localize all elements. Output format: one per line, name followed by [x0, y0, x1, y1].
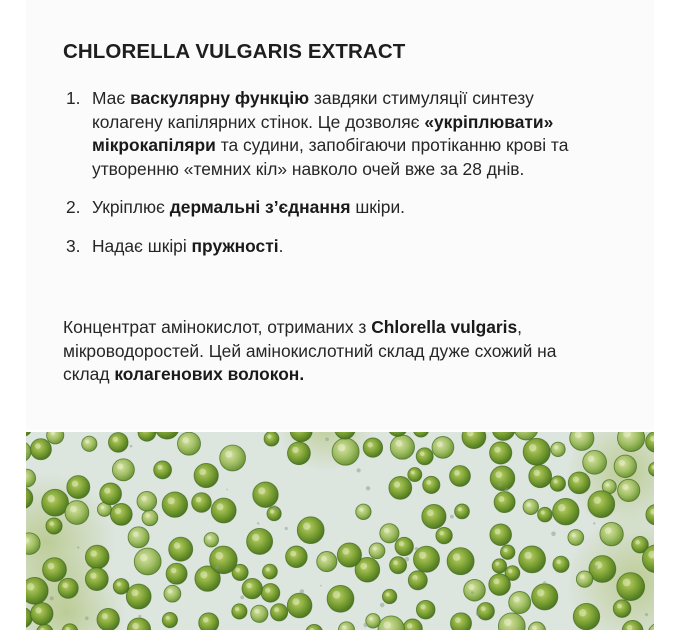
algae-cell	[395, 537, 413, 555]
algae-cell	[204, 533, 218, 547]
debris-particle	[320, 585, 322, 587]
algae-cell	[137, 492, 157, 512]
algae-cell	[263, 564, 278, 579]
algae-cell	[43, 558, 67, 582]
debris-particle	[505, 488, 509, 492]
algae-cell	[613, 600, 631, 618]
algae-cell	[288, 442, 311, 465]
algae-cell	[568, 530, 584, 546]
algae-cell	[113, 579, 129, 595]
debris-particle	[540, 480, 542, 482]
description-paragraph	[63, 316, 603, 387]
algae-cell	[210, 546, 238, 574]
debris-particle	[298, 553, 300, 555]
debris-particle	[325, 437, 329, 441]
debris-particle	[594, 565, 598, 569]
algae-cell	[327, 585, 354, 612]
algae-cell	[538, 507, 553, 522]
algae-cell	[67, 476, 90, 499]
debris-particle	[366, 486, 370, 490]
algae-cell	[509, 592, 531, 614]
list-item	[66, 196, 606, 220]
algae-cell	[110, 504, 132, 526]
algae-cell	[553, 499, 579, 525]
algae-cell	[436, 527, 452, 543]
algae-cell	[451, 613, 472, 630]
debris-particle	[257, 522, 259, 524]
algae-cell	[169, 537, 193, 561]
algae-cell	[192, 493, 212, 513]
algae-cell	[490, 442, 512, 464]
algae-cell	[264, 432, 279, 446]
algae-cell	[614, 455, 636, 477]
debris-particle	[226, 489, 228, 491]
algae-cell	[65, 501, 89, 525]
algae-cell	[251, 605, 268, 622]
algae-cell	[369, 543, 385, 559]
algae-cell	[199, 613, 219, 630]
list-item	[66, 87, 606, 181]
algae-cell	[389, 477, 412, 500]
algae-cell	[82, 436, 97, 451]
algae-cell	[58, 578, 78, 598]
algae-cell	[154, 461, 172, 479]
debris-particle	[198, 493, 201, 496]
algae-cell	[588, 491, 615, 518]
debris-particle	[273, 505, 277, 509]
algae-cell	[128, 527, 149, 548]
algae-cell	[408, 571, 427, 590]
debris-particle	[551, 532, 556, 537]
debris-particle	[476, 612, 480, 616]
algae-cell	[477, 603, 494, 620]
algae-cell	[423, 476, 440, 493]
algae-cell	[112, 459, 134, 481]
algae-cell	[382, 589, 396, 603]
algae-cell	[162, 492, 187, 517]
text-segment: Укріплює	[92, 197, 170, 218]
algae-cell	[46, 518, 62, 534]
algae-cell	[489, 574, 511, 596]
bold-segment: васкулярну функцію	[130, 88, 310, 108]
text-segment: та судини, запобігаючи протіканню крові та утворенню «темних кіл» навколо очей вже за 28 днів.	[92, 135, 569, 179]
algae-cell	[450, 466, 471, 487]
algae-cell	[100, 483, 122, 505]
algae-cell	[166, 563, 187, 584]
debris-particle	[130, 445, 133, 448]
algae-cell	[408, 468, 422, 482]
text-segment: Має	[92, 88, 131, 108]
debris-particle	[77, 546, 79, 548]
algae-cell	[568, 472, 590, 494]
debris-particle	[240, 596, 244, 600]
debris-particle	[215, 565, 219, 569]
chlorella-cells-illustration	[26, 432, 654, 630]
text-segment: Надає шкірі	[92, 235, 192, 256]
algae-cell	[85, 545, 109, 569]
algae-cell	[519, 546, 546, 573]
algae-cell	[42, 489, 69, 516]
algae-cell	[142, 510, 158, 526]
debris-particle	[300, 589, 304, 593]
text-segment: , мікроводоростей. Цей амінокислотний склад дуже схожий на склад	[63, 317, 557, 385]
algae-microscope-photo	[26, 432, 654, 630]
algae-cell	[573, 603, 599, 629]
algae-cell	[416, 448, 433, 465]
algae-cell	[523, 438, 550, 465]
algae-cell	[232, 604, 247, 619]
algae-cell	[529, 465, 552, 488]
debris-particle	[357, 468, 361, 472]
debris-particle	[138, 615, 141, 618]
algae-cell	[317, 552, 337, 572]
algae-cell	[134, 548, 161, 575]
algae-cell	[600, 522, 623, 545]
debris-particle	[85, 616, 89, 620]
bold-segment: «укріплювати» мікрокапіляри	[92, 111, 554, 156]
algae-cell	[178, 432, 201, 455]
debris-particle	[50, 596, 54, 600]
algae-cell	[455, 504, 470, 519]
algae-cell	[30, 439, 51, 460]
algae-cell	[618, 479, 640, 501]
algae-cell	[26, 577, 48, 604]
algae-cell	[337, 543, 361, 567]
debris-particle	[645, 613, 648, 616]
algae-cell	[286, 546, 308, 568]
algae-cell	[31, 603, 53, 625]
debris-particle	[498, 483, 502, 487]
debris-particle	[450, 515, 454, 519]
algae-cell	[390, 557, 407, 574]
debris-particle	[402, 562, 404, 564]
algae-cell	[253, 482, 278, 507]
debris-particle	[543, 581, 546, 584]
debris-particle	[363, 623, 367, 627]
algae-cell	[162, 613, 177, 628]
algae-cell	[271, 604, 288, 621]
algae-cell	[363, 438, 382, 457]
algae-cell	[164, 585, 181, 602]
algae-cell	[553, 556, 569, 572]
algae-cell	[523, 499, 538, 514]
list-number: 3.	[66, 235, 81, 256]
debris-particle	[593, 522, 595, 524]
algae-cell	[85, 568, 108, 591]
algae-cell	[97, 608, 119, 630]
algae-cell	[390, 435, 414, 459]
list-number: 2.	[66, 197, 81, 218]
algae-cell	[422, 504, 446, 528]
algae-cell	[576, 571, 592, 587]
algae-cell	[490, 466, 515, 491]
debris-particle	[380, 603, 385, 608]
bold-segment: колагенових волокон.	[114, 364, 305, 385]
algae-cell	[297, 517, 324, 544]
debris-particle	[498, 564, 500, 566]
text-segment: завдяки стимуляції синтезу колагену капілярних стінок. Це дозволяє	[92, 88, 534, 132]
list-item	[66, 235, 606, 259]
algae-cell	[247, 528, 273, 554]
algae-cell	[261, 584, 280, 603]
bold-segment: Chlorella vulgaris	[371, 317, 518, 337]
algae-cell	[211, 498, 236, 523]
algae-cell	[109, 433, 129, 453]
algae-cell	[126, 584, 151, 609]
text-segment: Концентрат амінокислот, отриманих з	[63, 317, 372, 337]
algae-cell	[432, 437, 454, 459]
text-segment: .	[278, 235, 284, 256]
debris-particle	[563, 444, 565, 446]
algae-cell	[356, 504, 371, 519]
debris-particle	[471, 591, 474, 594]
algae-cell	[447, 548, 474, 575]
algae-cell	[194, 463, 218, 487]
debris-particle	[414, 578, 416, 580]
bold-segment: пружності	[191, 235, 279, 256]
algae-cell	[416, 600, 435, 619]
algae-cell	[494, 492, 515, 513]
page-title: CHLORELLA VULGARIS EXTRACT	[63, 40, 406, 63]
algae-cell	[617, 573, 645, 601]
debris-particle	[276, 509, 279, 512]
algae-cell	[532, 584, 558, 610]
debris-particle	[285, 527, 288, 530]
algae-cell	[287, 593, 312, 618]
algae-cell	[490, 524, 512, 546]
text-segment: шкіри.	[350, 197, 405, 218]
algae-cell	[583, 450, 607, 474]
debris-particle	[482, 589, 485, 592]
algae-cell	[366, 614, 380, 628]
algae-cell	[242, 578, 262, 598]
debris-particle	[415, 547, 419, 551]
list-number: 1.	[66, 88, 81, 108]
debris-particle	[405, 557, 410, 562]
algae-cell	[332, 438, 359, 465]
debris-particle	[231, 466, 234, 469]
bold-segment: дермальні з’єднання	[169, 197, 351, 218]
algae-cell	[501, 545, 515, 559]
algae-cell	[550, 476, 565, 491]
benefits-list	[66, 87, 606, 259]
algae-cell	[380, 524, 399, 543]
